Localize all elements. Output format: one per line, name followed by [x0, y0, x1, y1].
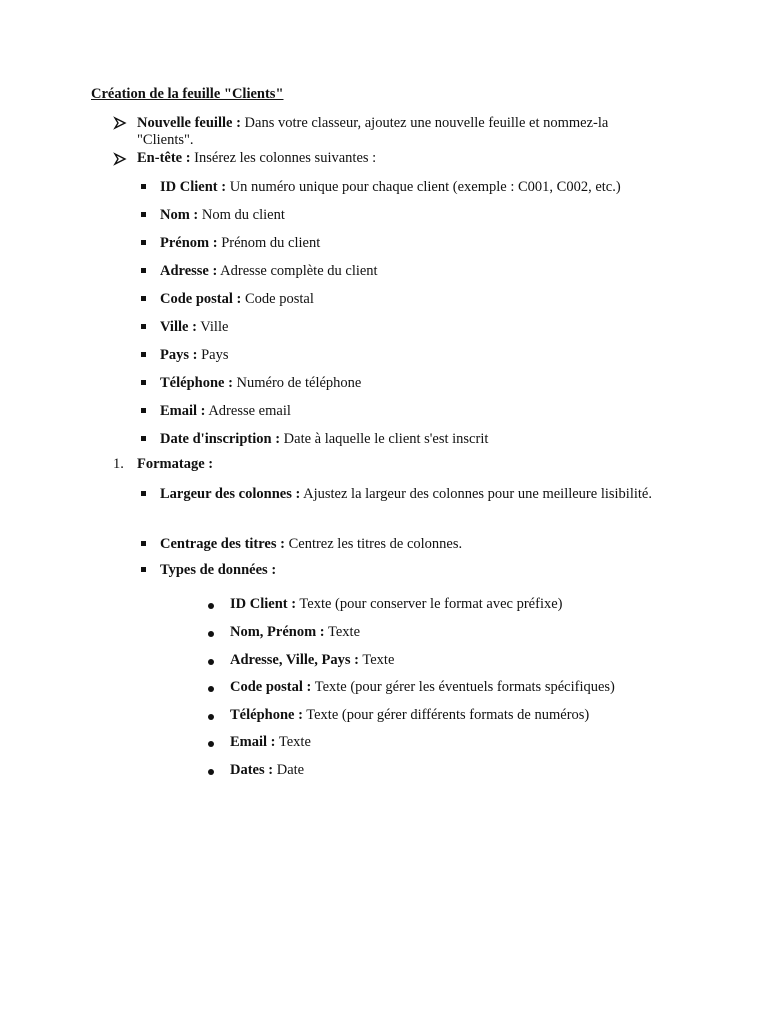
column-label: Code postal :	[160, 291, 242, 307]
column-text: Adresse complète du client	[217, 263, 378, 279]
formatting-item-label: Largeur des colonnes :	[160, 486, 301, 502]
column-text: Prénom du client	[217, 235, 321, 251]
arrow-item-label: En-tête :	[137, 150, 191, 166]
data-type-text: Texte	[324, 624, 360, 640]
data-type-label: Email :	[230, 734, 276, 750]
page-title: Création de la feuille "Clients"	[91, 86, 284, 102]
arrow-item-text: Insérez les colonnes suivantes :	[190, 150, 377, 166]
data-type-label: Dates :	[230, 762, 274, 778]
round-bullet-icon	[208, 769, 214, 775]
column-text: Numéro de téléphone	[232, 375, 362, 391]
data-type-item	[230, 624, 360, 641]
round-bullet-icon	[208, 603, 214, 609]
round-bullet-icon	[208, 686, 214, 692]
round-bullet-icon	[208, 631, 214, 637]
square-bullet-icon	[141, 352, 146, 357]
column-item	[160, 259, 680, 283]
column-label: Pays :	[160, 347, 198, 363]
data-type-item	[230, 734, 311, 751]
square-bullet-icon	[141, 541, 146, 546]
column-text: Pays	[197, 347, 229, 363]
arrow-item-text: Dans votre classeur, ajoutez une nouvelle feuille et nommez-la "Clients".	[137, 115, 609, 148]
data-type-text: Texte (pour gérer les éventuels formats spécifiques)	[311, 679, 615, 695]
column-label: Date d'inscription :	[160, 431, 281, 447]
square-bullet-icon	[141, 184, 146, 189]
square-bullet-icon	[141, 408, 146, 413]
round-bullet-icon	[208, 714, 214, 720]
formatting-item	[160, 482, 670, 506]
data-type-label: Adresse, Ville, Pays :	[230, 652, 360, 668]
data-type-text: Date	[273, 762, 305, 778]
round-bullet-icon	[208, 659, 214, 665]
column-text: Nom du client	[198, 207, 285, 223]
column-item	[160, 427, 680, 451]
square-bullet-icon	[141, 296, 146, 301]
column-label: Email :	[160, 403, 206, 419]
formatting-item-label: Centrage des titres :	[160, 536, 285, 552]
column-text: Date à laquelle le client s'est inscrit	[280, 431, 489, 447]
square-bullet-icon	[141, 324, 146, 329]
square-bullet-icon	[141, 436, 146, 441]
data-type-text: Texte	[359, 652, 395, 668]
column-text: Code postal	[241, 291, 314, 307]
data-type-label: Nom, Prénom :	[230, 624, 325, 640]
square-bullet-icon	[141, 268, 146, 273]
square-bullet-icon	[141, 212, 146, 217]
data-type-label: Téléphone :	[230, 707, 303, 723]
data-type-item	[230, 707, 589, 724]
arrow-bullet-icon	[113, 116, 127, 130]
data-type-text: Texte (pour gérer différents formats de numéros)	[302, 707, 590, 723]
formatting-item-text: Centrez les titres de colonnes.	[284, 536, 463, 552]
column-label: Ville :	[160, 319, 197, 335]
column-text: Ville	[196, 319, 229, 335]
column-label: Téléphone :	[160, 375, 233, 391]
arrow-bullet-icon	[113, 152, 127, 166]
data-type-label: Code postal :	[230, 679, 312, 695]
column-text: Adresse email	[205, 403, 291, 419]
arrow-item-header	[137, 150, 667, 167]
round-bullet-icon	[208, 741, 214, 747]
column-label: Adresse :	[160, 263, 218, 279]
column-item	[160, 371, 680, 395]
data-type-label: ID Client :	[230, 596, 297, 612]
formatting-item-text: Ajustez la largeur des colonnes pour une meilleure lisibilité.	[300, 486, 652, 502]
list-number: 1.	[113, 456, 124, 472]
column-item	[160, 231, 680, 255]
formatting-item	[160, 532, 680, 556]
column-item	[160, 315, 680, 339]
square-bullet-icon	[141, 491, 146, 496]
arrow-item-label: Nouvelle feuille :	[137, 115, 241, 131]
column-label: Nom :	[160, 207, 199, 223]
column-text: Un numéro unique pour chaque client (exemple : C001, C002, etc.)	[226, 179, 621, 195]
square-bullet-icon	[141, 567, 146, 572]
column-item	[160, 287, 680, 311]
column-item	[160, 343, 680, 367]
data-type-text: Texte (pour conserver le format avec préfixe)	[296, 596, 563, 612]
data-type-item	[230, 679, 615, 696]
column-item	[160, 399, 680, 423]
column-label: ID Client :	[160, 179, 227, 195]
formatting-label: Formatage :	[137, 456, 214, 472]
column-item	[160, 175, 680, 199]
data-type-item	[230, 596, 563, 613]
formatting-heading	[137, 456, 213, 473]
formatting-item-label: Types de données :	[160, 562, 277, 578]
square-bullet-icon	[141, 240, 146, 245]
formatting-item	[160, 558, 680, 582]
column-label: Prénom :	[160, 235, 218, 251]
column-item	[160, 203, 680, 227]
data-type-text: Texte	[275, 734, 311, 750]
data-type-item	[230, 652, 394, 669]
data-type-item	[230, 762, 304, 779]
square-bullet-icon	[141, 380, 146, 385]
arrow-item-new-sheet	[137, 115, 667, 149]
